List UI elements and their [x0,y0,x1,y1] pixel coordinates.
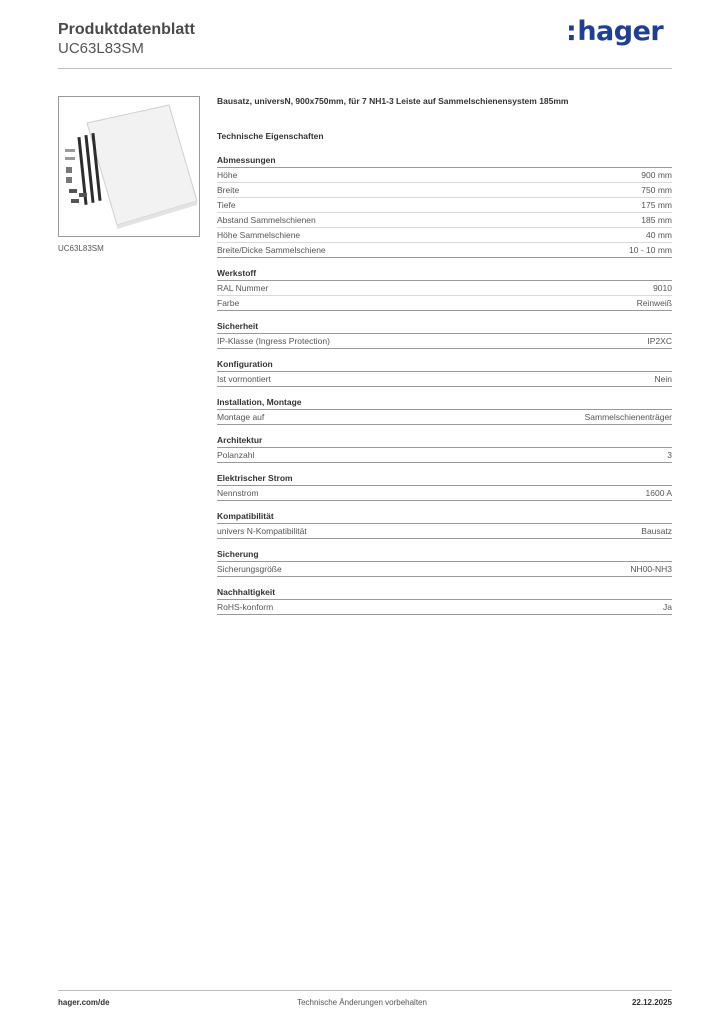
spec-section [217,544,672,577]
spec-row [217,448,672,463]
spec-value: Nein [654,374,672,384]
product-description: Bausatz, universN, 900x750mm, für 7 NH1-3 Leiste auf Sammelschienensystem 185mm [217,96,569,106]
spec-value: NH00-NH3 [630,564,672,574]
spec-label: Tiefe [217,200,236,210]
spec-row [217,562,672,577]
spec-value: 1600 A [645,488,672,498]
spec-section-title: Abmessungen [217,150,672,168]
spec-row [217,213,672,228]
product-illustration [59,97,199,236]
logo-colon: : [566,16,577,47]
spec-label: Höhe Sammelschiene [217,230,301,240]
spec-row [217,600,672,615]
spec-label: Abstand Sammelschienen [217,215,316,225]
spec-label: Nennstrom [217,488,259,498]
spec-section-title: Sicherheit [217,316,672,334]
spec-label: Polanzahl [217,450,255,460]
product-code: UC63L83SM [58,40,144,57]
footer-website[interactable]: hager.com/de [58,998,110,1007]
spec-row [217,183,672,198]
spec-row [217,486,672,501]
spec-section-title: Elektrischer Strom [217,468,672,486]
spec-label: Ist vormontiert [217,374,271,384]
spec-section [217,392,672,425]
spec-value: 750 mm [641,185,672,195]
spec-row [217,410,672,425]
spec-value: Bausatz [641,526,672,536]
spec-section-title: Installation, Montage [217,392,672,410]
spec-label: Farbe [217,298,240,308]
spec-value: 9010 [653,283,672,293]
spec-value: 900 mm [641,170,672,180]
footer-date: 22.12.2025 [631,998,672,1007]
spec-section-title: Werkstoff [217,263,672,281]
spec-label: RAL Nummer [217,283,269,293]
spec-section [217,263,672,311]
spec-value: Sammelschienenträger [584,412,672,422]
spec-section-title: Nachhaltigkeit [217,582,672,600]
header-divider [58,68,672,69]
spec-label: Montage auf [217,412,265,422]
spec-section [217,506,672,539]
spec-row [217,281,672,296]
spec-label: RoHS-konform [217,602,274,612]
spec-section-title: Kompatibilität [217,506,672,524]
spec-row [217,524,672,539]
spec-value: 175 mm [641,200,672,210]
product-image [58,96,200,237]
document-title: Produktdatenblatt [58,21,195,38]
hager-logo[interactable] [566,16,663,47]
spec-value: Reinweiß [636,298,672,308]
spec-section-title: Sicherung [217,544,672,562]
spec-row [217,168,672,183]
spec-label: Breite/Dicke Sammelschiene [217,245,326,255]
image-caption: UC63L83SM [58,244,104,253]
spec-label: Breite [217,185,240,195]
spec-section-title: Konfiguration [217,354,672,372]
spec-section [217,468,672,501]
spec-value: 10 - 10 mm [629,245,672,255]
spec-row [217,198,672,213]
spec-value: 185 mm [641,215,672,225]
tech-properties-heading: Technische Eigenschaften [217,131,324,141]
spec-row [217,372,672,387]
spec-label: IP-Klasse (Ingress Protection) [217,336,330,346]
footer-disclaimer: Technische Änderungen vorbehalten [297,998,427,1007]
spec-row [217,334,672,349]
spec-value: 40 mm [646,230,672,240]
logo-text: hager [577,16,664,47]
spec-section [217,316,672,349]
spec-row [217,296,672,311]
spec-section [217,430,672,463]
spec-section [217,150,672,258]
spec-label: univers N-Kompatibilität [217,526,307,536]
spec-table [217,150,672,620]
spec-value: 3 [667,450,672,460]
spec-value: Ja [663,602,672,612]
spec-row [217,228,672,243]
footer-divider [58,990,672,991]
spec-section-title: Architektur [217,430,672,448]
spec-value: IP2XC [647,336,672,346]
spec-row [217,243,672,258]
spec-label: Höhe [217,170,238,180]
spec-section [217,354,672,387]
spec-label: Sicherungsgröße [217,564,282,574]
spec-section [217,582,672,615]
